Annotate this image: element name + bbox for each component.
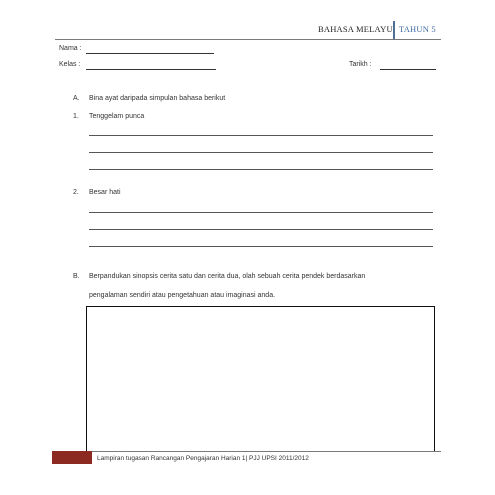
item-1-number: 1. bbox=[73, 113, 79, 120]
item-2-answer-line-1[interactable] bbox=[89, 212, 433, 213]
class-label: Kelas : bbox=[59, 61, 81, 68]
section-b-marker: B. bbox=[73, 273, 80, 280]
item-1-answer-line-1[interactable] bbox=[89, 135, 433, 136]
header-divider bbox=[393, 21, 395, 40]
date-field-line[interactable] bbox=[380, 69, 436, 70]
item-1-answer-line-3[interactable] bbox=[89, 169, 433, 170]
header-rule bbox=[55, 39, 441, 40]
item-2-answer-line-3[interactable] bbox=[89, 246, 433, 247]
section-b-instruction-line-2: pengalaman sendiri atau pengetahuan atau imaginasi anda. bbox=[89, 292, 276, 299]
item-1-phrase: Tenggelam punca bbox=[89, 113, 145, 120]
story-writing-box[interactable] bbox=[86, 306, 435, 452]
item-2-number: 2. bbox=[73, 189, 79, 196]
date-label: Tarikh : bbox=[349, 61, 372, 68]
footer-rule bbox=[52, 451, 441, 452]
section-a-instruction: Bina ayat daripada simpulan bahasa berikut bbox=[89, 95, 226, 102]
name-label: Nama : bbox=[59, 45, 82, 52]
footer-accent-block bbox=[52, 451, 92, 464]
header-year: TAHUN 5 bbox=[399, 24, 436, 34]
header-subject: BAHASA MELAYU bbox=[318, 24, 393, 34]
item-1-answer-line-2[interactable] bbox=[89, 152, 433, 153]
item-2-phrase: Besar hati bbox=[89, 189, 121, 196]
footer-text: Lampiran tugasan Rancangan Pengajaran Harian 1| PJJ UPSI 2011/2012 bbox=[97, 455, 309, 462]
item-2-answer-line-2[interactable] bbox=[89, 229, 433, 230]
name-field-line[interactable] bbox=[86, 53, 214, 54]
section-a-marker: A. bbox=[73, 95, 80, 102]
section-b-instruction-line-1: Berpandukan sinopsis cerita satu dan cerita dua, olah sebuah cerita pendek berdasarkan bbox=[89, 273, 366, 280]
class-field-line[interactable] bbox=[86, 69, 216, 70]
